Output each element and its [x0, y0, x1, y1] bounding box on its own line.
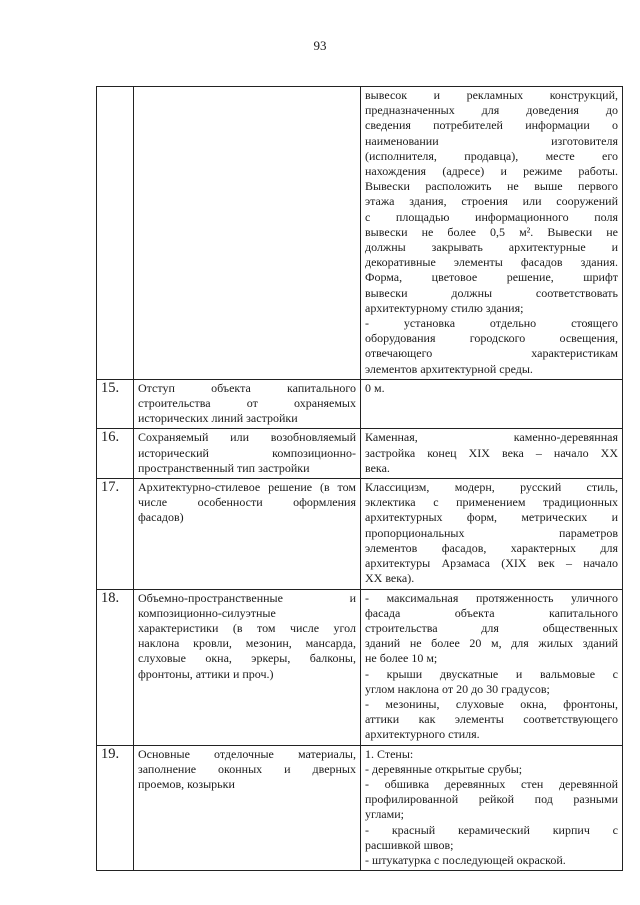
parameter-value-cell	[361, 429, 623, 479]
value-line: - крыши двускатные и вальмовые с	[365, 666, 618, 681]
name-line: Отступ объекта капитального	[138, 380, 356, 395]
value-line: архитектурного стиля.	[365, 727, 480, 742]
parameter-value-cell	[361, 379, 623, 429]
value-line: Вывески расположить не выше первого	[365, 179, 618, 194]
value-line: вывески должны соответствовать	[365, 285, 618, 300]
value-line: отвечающего характеристикам	[365, 346, 618, 361]
table-row	[97, 429, 623, 479]
value-line: века.	[365, 460, 390, 475]
value-line: эклектика с применением традиционных	[365, 495, 618, 510]
table-row	[97, 589, 623, 745]
parameter-name-cell	[134, 479, 361, 589]
row-number-cell: 18.	[97, 589, 134, 745]
name-line: фасадов)	[138, 510, 184, 525]
name-line: Сохраняемый или возобновляемый	[138, 430, 356, 445]
value-line: расшивкой швов;	[365, 837, 454, 852]
value-line: элементов архитектурной среды.	[365, 361, 533, 376]
value-line: декоративные элементы фасадов здания.	[365, 255, 618, 270]
value-line: углом наклона от 20 до 30 градусов;	[365, 681, 550, 696]
name-line: исторический композиционно-	[138, 445, 356, 460]
value-line: 0 м.	[365, 380, 385, 395]
parameter-name-cell	[134, 87, 361, 380]
table-row-continuation	[97, 87, 623, 380]
name-line: проемов, козырьки	[138, 776, 235, 791]
table-row	[97, 745, 623, 871]
value-line: углами;	[365, 807, 404, 822]
value-line: нахождения (адресе) и режиме работы.	[365, 164, 618, 179]
value-line: архитектурных форм, метрических и	[365, 510, 618, 525]
row-number-cell: 19.	[97, 745, 134, 871]
regulations-table	[96, 86, 623, 871]
value-line: - мезонины, слуховые окна, фронтоны,	[365, 696, 618, 711]
row-number-cell: 16.	[97, 429, 134, 479]
name-line: композиционно-силуэтные	[138, 605, 276, 620]
value-line: с площадью информационного поля	[365, 209, 618, 224]
value-line: предназначенных для доведения до	[365, 103, 618, 118]
value-line: оборудования городского освещения,	[365, 331, 618, 346]
value-line: вывески не более 0,5 м². Вывески не	[365, 224, 618, 239]
parameter-name-cell	[134, 745, 361, 871]
table-row	[97, 379, 623, 429]
parameter-value-cell	[361, 745, 623, 871]
name-line: строительства от охраняемых	[138, 396, 356, 411]
value-line: Форма, цветовое решение, шрифт	[365, 270, 618, 285]
value-line: сведения потребителей информации о	[365, 118, 618, 133]
parameter-name-cell	[134, 379, 361, 429]
name-line: фронтоны, аттики и проч.)	[138, 666, 274, 681]
parameter-name-cell	[134, 589, 361, 745]
value-line: - обшивка деревянных стен деревянной	[365, 776, 618, 791]
value-line: элементов фасадов, характерных для	[365, 540, 618, 555]
name-line: числе особенности оформления	[138, 495, 356, 510]
table-row	[97, 479, 623, 589]
row-number-cell: 17.	[97, 479, 134, 589]
value-line: зданий не более 20 м, для жилых зданий	[365, 636, 618, 651]
row-number-cell: 15.	[97, 379, 134, 429]
name-line: характеристики (в том числе угол	[138, 620, 356, 635]
value-line: (исполнителя, продавца), месте его	[365, 148, 618, 163]
value-line: профилированной рейкой под разными	[365, 792, 618, 807]
value-line: вывесок и рекламных конструкций,	[365, 88, 618, 102]
value-line: 1. Стены:	[365, 746, 414, 761]
value-line: застройка конец XIX века – начало XX	[365, 445, 618, 460]
parameter-name-cell	[134, 429, 361, 479]
value-line: этажа здания, строения или сооружений	[365, 194, 618, 209]
value-line: - красный керамический кирпич с	[365, 822, 618, 837]
name-line: исторических линий застройки	[138, 411, 298, 426]
value-line: - установка отдельно стоящего	[365, 316, 618, 331]
value-line: Классицизм, модерн, русский стиль,	[365, 480, 618, 495]
parameter-value-cell	[361, 87, 623, 380]
parameter-value-cell	[361, 589, 623, 745]
value-line: аттики как элементы соответствующего	[365, 712, 618, 727]
value-line: фасада объекта капитального	[365, 605, 618, 620]
name-line: Объемно-пространственные и	[138, 590, 356, 605]
name-line: Архитектурно-стилевое решение (в том	[138, 480, 356, 495]
value-line: строительства для общественных	[365, 620, 618, 635]
name-line: пространственный тип застройки	[138, 460, 310, 475]
value-line: пропорциональных параметров	[365, 525, 618, 540]
name-line: слуховые окна, эркеры, балконы,	[138, 651, 356, 666]
name-line: Основные отделочные материалы,	[138, 746, 356, 761]
value-line: не более 10 м;	[365, 651, 438, 666]
row-number-cell	[97, 87, 134, 380]
page-number: 93	[313, 38, 327, 53]
value-line: должны закрывать архитектурные и	[365, 240, 618, 255]
value-line: - штукатурка с последующей окраской.	[365, 852, 566, 867]
value-line: Каменная, каменно-деревянная	[365, 430, 618, 445]
value-line: архитектурному стилю здания;	[365, 300, 524, 315]
value-line: XX века).	[365, 571, 415, 586]
value-line: архитектуры Арзамаса (XIX век – начало	[365, 556, 618, 571]
name-line: заполнение оконных и дверных	[138, 761, 356, 776]
value-line: - деревянные открытые срубы;	[365, 761, 523, 776]
value-line: - максимальная протяженность уличного	[365, 590, 618, 605]
name-line: наклона кровли, мезонин, мансарда,	[138, 636, 356, 651]
parameter-value-cell	[361, 479, 623, 589]
value-line: наименовании изготовителя	[365, 133, 618, 148]
